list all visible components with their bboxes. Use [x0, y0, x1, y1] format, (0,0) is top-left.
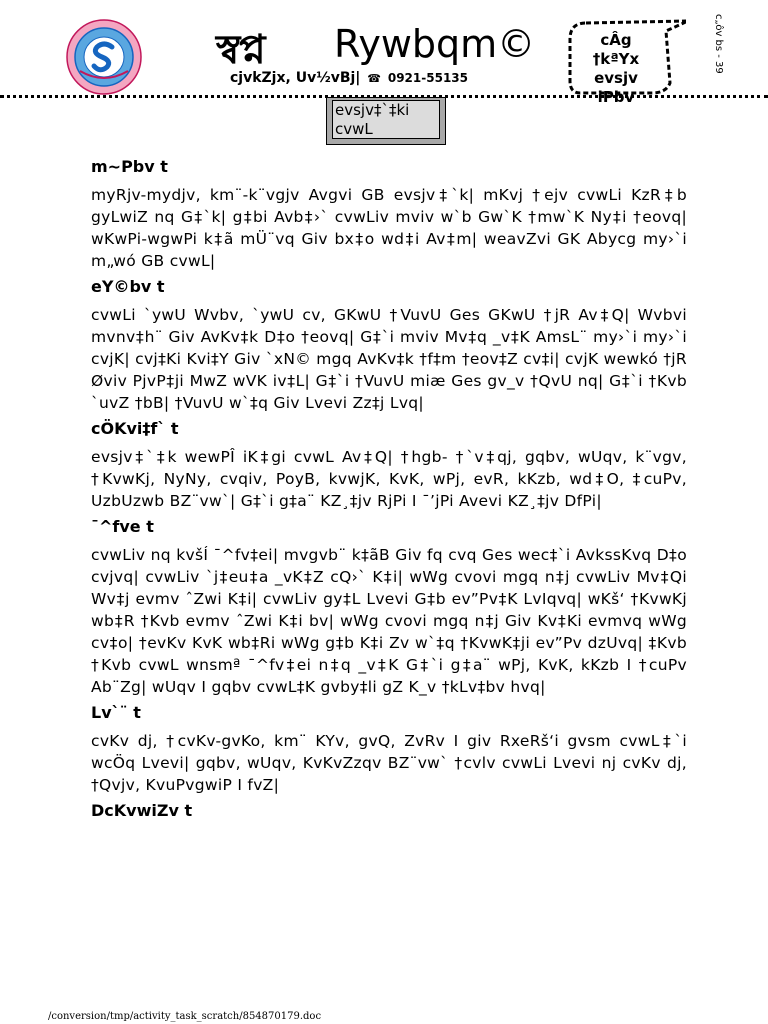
section-heading: eY©bv t [91, 277, 165, 296]
address-text: cjvkZjx, Uv½vBj| [230, 70, 361, 86]
phone-icon: ☎ [367, 72, 381, 85]
title-line: evsjv‡`‡ki [335, 101, 410, 119]
section-heading: ¯^fve t [91, 517, 154, 536]
badge-line: †kªYx [592, 50, 640, 68]
section-heading: m~Pbv t [91, 157, 168, 176]
section-paragraph: evsjv‡`‡k wewPÎ iK‡gi cvwL Av‡Q| †hgb- †`v‡qj, gqbv, wUqv, k¨vgv, †KvwKj, NyNy, cvqiv, PoyB, kvwjK, KvK, wPj, evR, kKzb, wd‡O, ‡cuPv, UzbUzwb BZ¨vw`| G‡`i g‡a¨ KZ¸‡jv RjPi I ¯’jPi Avevi KZ¸‡jv DfPi| [91, 448, 687, 510]
section-paragraph: myRjv-mydjv, km¨-k¨vgjv Avgvi GB evsjv‡`k| mKvj †ejv cvwLi KzR‡b gyLwiZ nq G‡`k| g‡bi Avb‡›` cvwLiv mviv w`b Gw`K †mw`K Ny‡i †eovq| wKwPi-wgwPi k‡ã mÜ¨vq Giv bx‡o wd‡i Av‡m| weavZvi GK Abycg my›`i m„wó GB cvwL| [91, 186, 687, 270]
section-food [91, 702, 687, 796]
brand-name: Rywbqm© [334, 22, 536, 66]
brand-logo [216, 18, 536, 73]
file-path-footer: /conversion/tmp/activity_task_scratch/854870179.doc [48, 1011, 322, 1022]
section-heading: DcKvwiZv t [91, 801, 193, 820]
section-paragraph: cvwLi `ywU Wvbv, `ywU cv, GKwU †VuvU Ges GKwU †jR Av‡Q| Wvbvi mvnv‡h¨ Giv AvKv‡k D‡o †eovq| G‡`i mviv Mv‡q _v‡K AmsL¨ my›`i my›`i cvjK| cvj‡Ki Kvi‡Y Giv `xN© mgq AvKv‡k †f‡m †eov‡Z cv‡i| cvjK wewkó †jR Øviv PjvP‡ji MwZ wVK iv‡L| G‡`i †VuvU miæ Ges gv_v †QvU nq| G‡`i †Kvb `uvZ †bB| †VuvU w`‡q Giv Lvevi Zz‡j Lvq| [91, 306, 687, 412]
badge-line: evsjv [594, 69, 638, 87]
badge-line: cÂg [600, 31, 632, 49]
section-heading: cÖKvi‡f` t [91, 419, 179, 438]
brand-script-logotype: স্বপ্ন [216, 26, 265, 73]
page-number-note: c„ôv bs - 39 [713, 14, 724, 74]
section-benefits [91, 800, 687, 822]
school-logo [66, 19, 142, 95]
phone-number: 0921-55135 [387, 71, 468, 85]
section-heading: Lv`¨ t [91, 703, 141, 722]
section-intro [91, 156, 687, 272]
section-nature [91, 516, 687, 698]
school-address [230, 70, 468, 86]
section-description [91, 276, 687, 414]
title-box-inner [332, 100, 440, 139]
badge-line: iPbv [597, 88, 635, 106]
essay-body [91, 156, 687, 828]
section-paragraph: cvKv dj, †cvKv-gvKo, km¨ KYv, gvQ, ZvRv I giv RxeRš‘i gvsm cvwL‡`i wcÖq Lvevi| gqbv, wUqv, KvKvZzqv BZ¨vw` †cvlv cvwLi Lvevi nj cvKv dj, †Qvjv, KvuPvgwiP I fvZ| [91, 732, 687, 794]
section-types [91, 418, 687, 512]
section-paragraph: cvwLiv nq kvšÍ ¯^fv‡ei| mvgvb¨ k‡ãB Giv fq cvq Ges wec‡`i AvkssKvq D‡o cvjvq| cvwLiv `j‡eu‡a _vK‡Z cQ›` K‡i| wWg cvovi mgq n‡j cvwLiv Mv‡Qi Wv‡j evmv ˆZwi K‡i| cvwLiv gy‡L Lvevi G‡b ev”Pv‡K LvIqvq| wKš‘ †KvwKj wb‡R †Kvb evmv ˆZwi K‡i bv| wWg cvovi mgq n‡j Giv Kv‡Ki evmvq wWg cv‡o| †evKv KvK wb‡Ri wWg g‡b K‡i Zv w`‡q †KvwK‡ji ev”Pv dzUvq| ‡Kvb †Kvb cvwL wnsmª ¯^fv‡ei n‡q _v‡K G‡`i g‡a¨ wPj, KvK, kKzb I †cuPv Ab¨Zg| wUqv I gqbv cvwL‡K gvby‡li gZ K_v †kLv‡bv hvq| [91, 546, 687, 696]
class-badge [566, 17, 686, 106]
title-line: cvwL [335, 120, 373, 138]
title-box [326, 97, 446, 145]
